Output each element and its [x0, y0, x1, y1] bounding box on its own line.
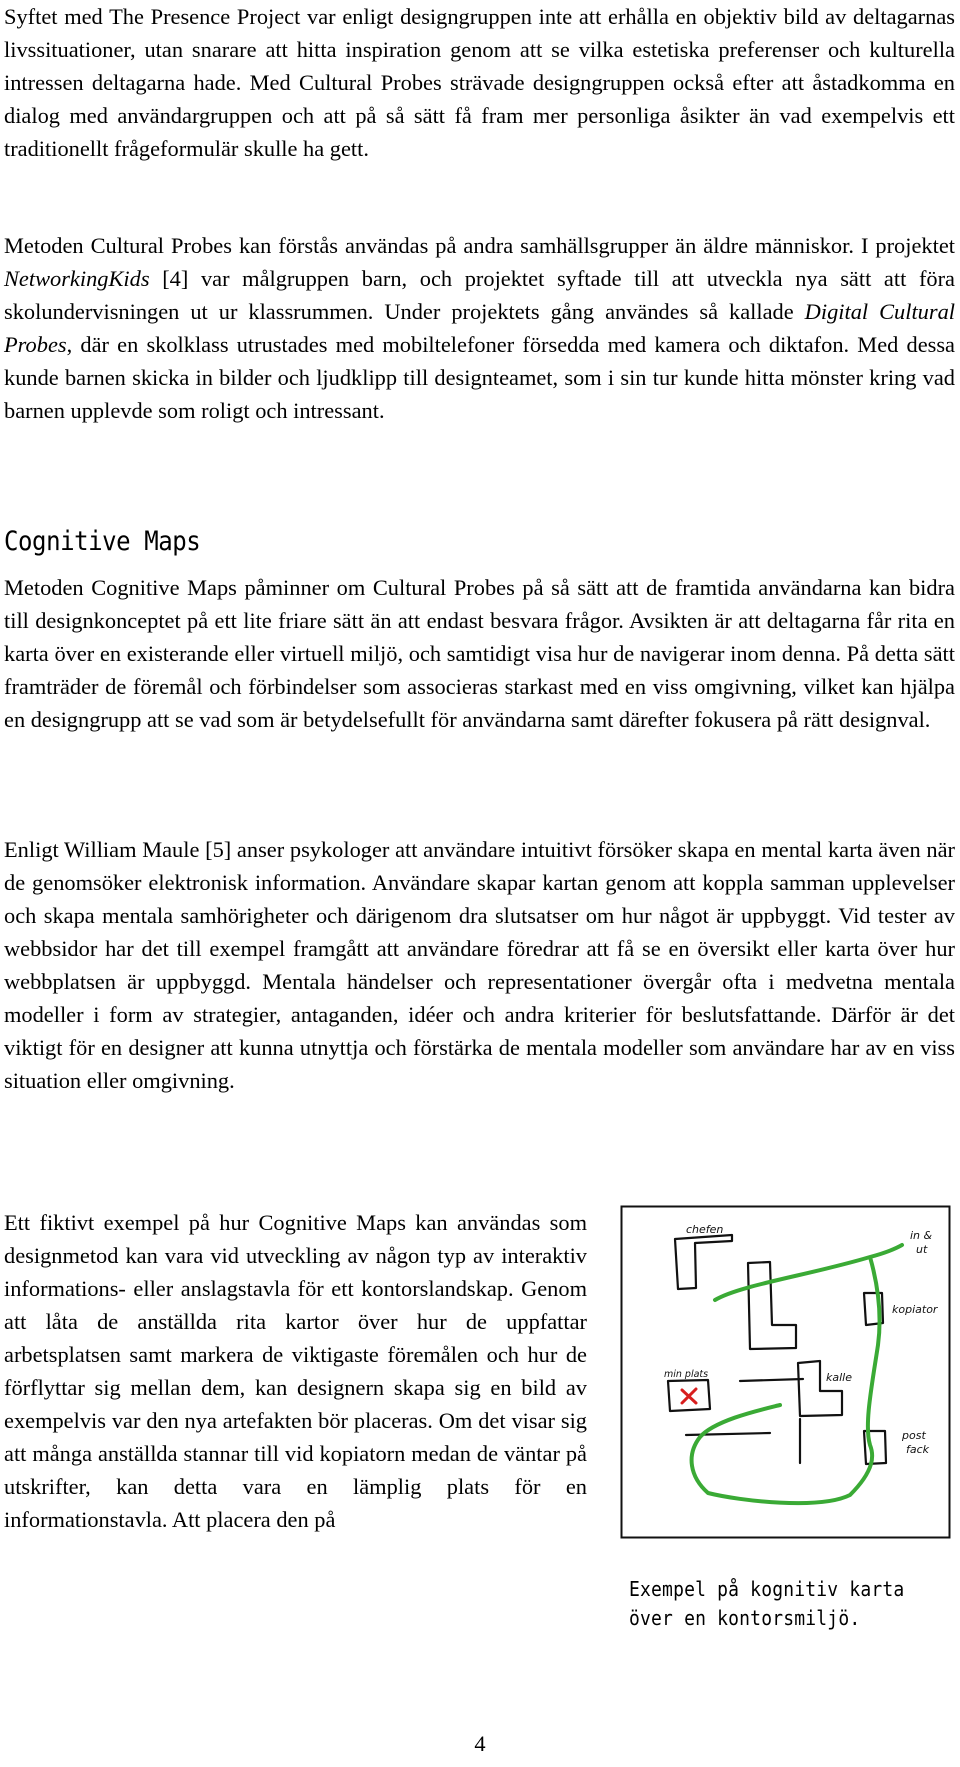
- project-name-networkingkids: NetworkingKids: [4, 266, 150, 291]
- term-digital-cultural-probes: Digital Cultural Probes: [4, 299, 955, 357]
- paragraph-cognitive-maps-intro: Metoden Cognitive Maps påminner om Cultural Probes på så sätt att de framtida användarna kan bidra till designkonceptet på ett lite friare sätt än att endast besvara frågor. Avsikten är att deltagarna får rita en karta över en existerande eller virtuell miljö, och samtidigt visa hur de navigerar inom denna. På detta sätt framträder de föremål och förbindelser som associeras starkast med en viss omgivning, vilket kan hjälpa en designgrupp att se vad som är betydelsefullt för användarna samt därefter fokusera på rätt designval.: [4, 575, 955, 732]
- paragraph-fictional-example: Ett fiktivt exempel på hur Cognitive Maps kan användas som designmetod kan vara vid utveckling av någon typ av interaktiv informations- eller anslagstavla för ett kontorslandskap. Genom att låta de anställda rita kartor över hur de uppfattar arbetsplatsen samt markera de viktigaste föremålen och hur de förflyttar sig mellan dem, kan designern skapa sig en bild av exempelvis var den nya artefakten bör placeras. Om det visar sig att många anställda stannar till vid kopiatorn medan de väntar på utskrifter, kan detta vara en lämplig plats för en informationstavla. Att placera den på: [4, 1210, 587, 1532]
- paragraph-text: [4] var målgruppen barn, och projektet syftade till att utveckla nya sätt att föra skolundervisningen ut ur klassrummen. Under projektets gång användes så kallade: [4, 266, 955, 324]
- paragraph-networkingkids: [4, 229, 955, 427]
- cognitive-map-figure: [620, 1205, 951, 1539]
- label-in-ut: ut: [916, 1243, 928, 1256]
- label-min-plats: min plats: [664, 1369, 709, 1380]
- cognitive-map-drawing: [620, 1205, 951, 1539]
- paragraph-william-maule: Enligt William Maule [5] anser psykologer att användare intuitivt försöker skapa en mental karta även när de genomsöker elektronisk information. Användare skapar kartan genom att koppla samman upplevelser och skapa mentala samhörigheter och därigenom dra slutsatser om hur något är uppbyggt. Vid tester av webbsidor har det till exempel framgått att användare föredrar att få se en översikt eller karta över hur webbplatsen är uppbyggd. Mentala händelser och representationer övergår ofta i medvetna mentala modeller i form av strategier, antaganden, idéer och andra kriterier för beslutsfattande. Därför är det viktigt för en designer att kunna utnyttja och förstärka de mentala modeller som användare har av en viss situation eller omgivning.: [4, 837, 955, 1093]
- label-post-fack: post: [902, 1429, 926, 1442]
- label-kopiator: kopiator: [892, 1303, 938, 1316]
- section-heading-cognitive-maps: Cognitive Maps: [4, 526, 201, 557]
- label-kalle: kalle: [826, 1371, 852, 1384]
- figure-caption: Exempel på kognitiv karta över en kontorsmiljö.: [629, 1577, 905, 1630]
- label-in-ut: in &: [910, 1229, 933, 1242]
- page-number: 4: [474, 1731, 486, 1756]
- paragraph-text: , där en skolklass utrustades med mobiltelefoner försedda med kamera och diktafon. Med dessa kunde barnen skicka in bilder och ljudklipp till designteamet, som i sin tur kunde hitta mönster kring vad barnen upplevde som roligt och intressant.: [4, 332, 955, 423]
- paragraph-text: Metoden Cultural Probes kan förstås användas på andra samhällsgrupper än äldre människor. I projektet: [4, 233, 955, 258]
- paragraph-presence-project: Syftet med The Presence Project var enligt designgruppen inte att erhålla en objektiv bild av deltagarnas livssituationer, utan snarare att hitta inspiration genom att se vilka estetiska preferenser och kulturella intressen deltagarna hade. Med Cultural Probes strävade designgruppen också efter att åstadkomma en dialog med användargruppen och att på så sätt få fram mer personliga åsikter än vad exempelvis ett traditionellt frågeformulär skulle ha gett.: [4, 4, 955, 161]
- label-post-fack: fack: [906, 1443, 930, 1456]
- label-chefen: chefen: [686, 1223, 724, 1236]
